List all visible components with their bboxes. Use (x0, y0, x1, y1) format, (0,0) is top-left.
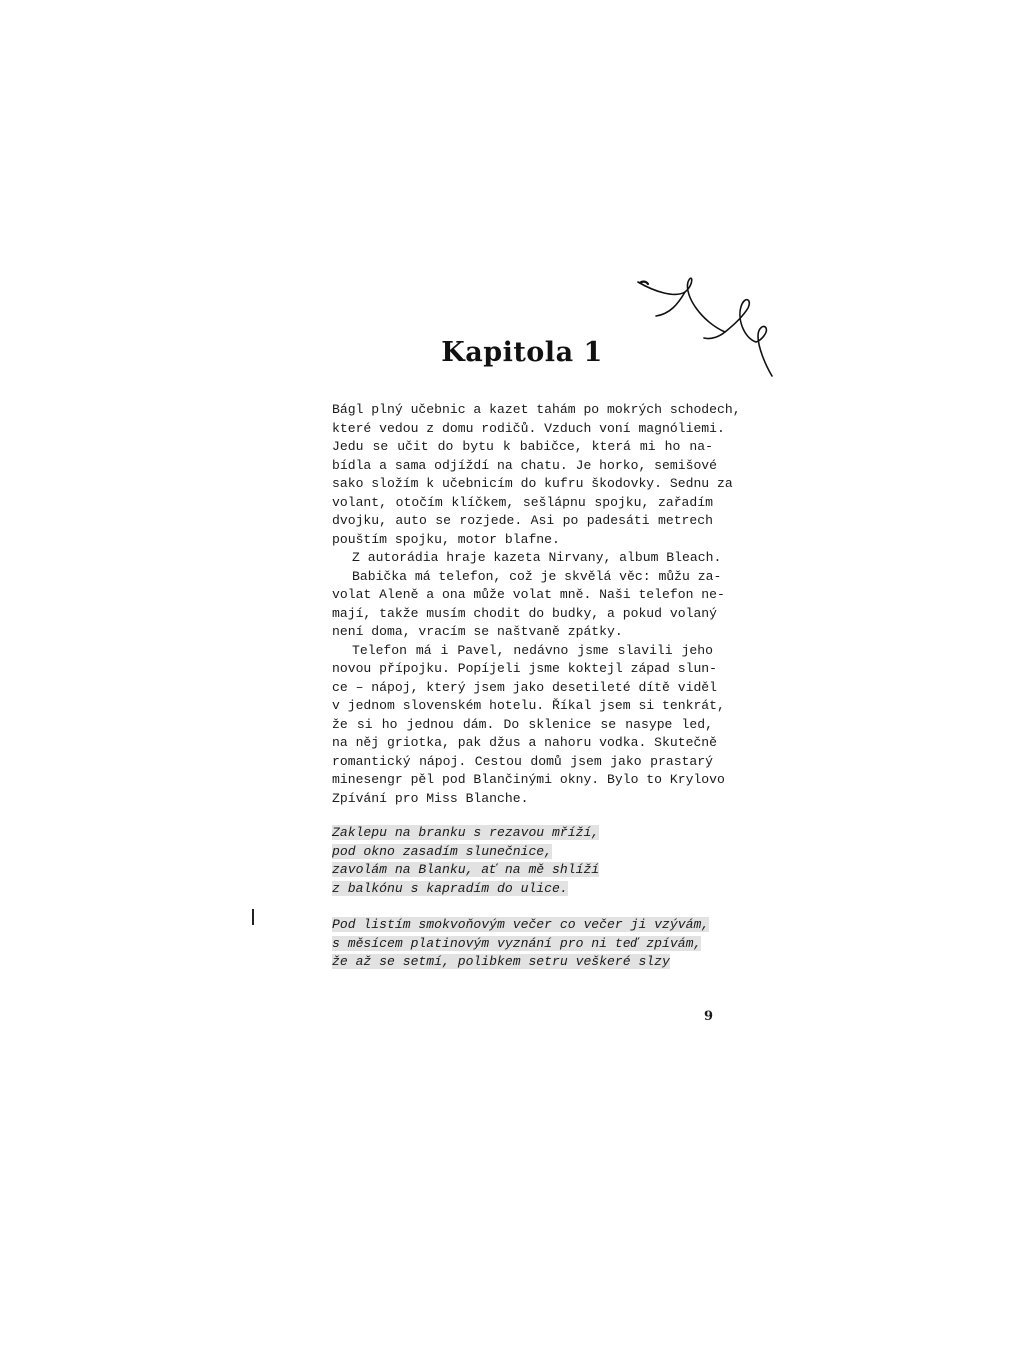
verse-line (332, 843, 732, 862)
body-line: romantický nápoj. Cestou domů jsem jako prastarý (332, 753, 713, 769)
body-line: pouštím spojku, motor blafne. (332, 531, 560, 547)
body-line: že si ho jednou dám. Do sklenice se nasype led, (332, 716, 713, 732)
song-verse-1 (332, 824, 732, 898)
page-number: 9 (703, 1009, 713, 1024)
verse-line-text: že až se setmí, polibkem setru veškeré slzy (332, 954, 670, 969)
verse-line (332, 916, 732, 935)
body-line: Jedu se učit do bytu k babičce, která mi ho na- (332, 439, 713, 454)
verse-line-text: pod okno zasadím slunečnice, (332, 843, 553, 859)
chapter-body-text (332, 401, 741, 808)
verse-line (332, 935, 732, 954)
verse-line (332, 953, 732, 972)
body-line: mají, takže musím chodit do budky, a pokud volaný (332, 605, 718, 621)
verse-line (332, 824, 732, 843)
body-line: Z autorádia hraje kazeta Nirvany, album Bleach. (352, 550, 722, 565)
body-line: Telefon má i Pavel, nedávno jsme slavili jeho (352, 642, 713, 658)
verse-line-text: z balkónu s kapradím do ulice. (332, 880, 568, 896)
margin-mark (252, 909, 254, 925)
body-line: není doma, vracím se naštvaně zpátky. (332, 624, 623, 639)
body-line: ce – nápoj, který jsem jako desetileté dítě viděl (332, 679, 718, 695)
body-line: volant, otočím klíčkem, sešlápnu spojku, zařadím (332, 494, 713, 510)
body-line: které vedou z domu rodičů. Vzduch voní magnóliemi. (332, 420, 725, 436)
body-line: na něj griotka, pak džus a nahoru vodka. Skutečně (332, 735, 718, 750)
verse-line (332, 880, 732, 899)
body-line: minesengr pěl pod Blančinými okny. Bylo to Krylovo (332, 772, 725, 787)
verse-line-text: s měsícem platinovým vyznání pro ni teď zpívám, (332, 935, 702, 951)
verse-line-text: zavolám na Blanku, ať na mě shlíží (332, 862, 600, 877)
body-line: v jednom slovenském hotelu. Říkal jsem si tenkrát, (332, 698, 725, 713)
body-line: bídla a sama odjíždí na chatu. Je horko, semišové (332, 457, 718, 473)
body-line: sako složím k učebnicím do kufru škodovky. Sednu za (332, 476, 733, 491)
body-line: Zpívání pro Miss Blanche. (332, 790, 529, 806)
song-verse-2 (332, 916, 732, 972)
verse-line (332, 861, 732, 880)
body-line: Babička má telefon, což je skvělá věc: můžu za- (352, 568, 722, 584)
verse-line-text: Pod listím smokvoňovým večer co večer ji vzývám, (332, 917, 710, 932)
body-line: dvojku, auto se rozjede. Asi po padesáti metrech (332, 513, 713, 528)
body-line: novou přípojku. Popíjeli jsme koktejl západ slun- (332, 661, 718, 676)
chapter-title: Kapitola 1 (441, 337, 603, 368)
verse-line-text: Zaklepu na branku s rezavou mříží, (332, 825, 600, 840)
body-line: volat Aleně a ona může volat mně. Naši telefon ne- (332, 587, 725, 602)
body-line: Bágl plný učebnic a kazet tahám po mokrých schodech, (332, 402, 741, 417)
